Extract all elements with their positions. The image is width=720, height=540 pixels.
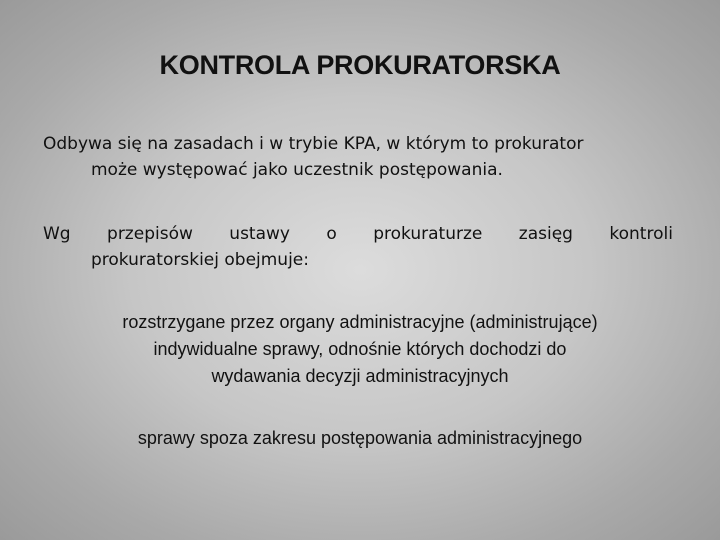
scope-item-outside-procedure: sprawy spoza zakresu postępowania administracyjnego	[137, 428, 583, 448]
scope-word: zasięg	[518, 224, 573, 244]
paragraph-scope-line2: prokuratorskiej obejmuje:	[91, 250, 309, 270]
paragraph-scope	[43, 221, 673, 273]
scope-item-line1: rozstrzygane przez organy administracyjne (administrujące)	[122, 312, 598, 332]
paragraph-kpa-line2: może występować jako uczestnik postępowania.	[91, 160, 503, 180]
paragraph-scope-line1	[43, 221, 673, 247]
slide-title: KONTROLA PROKURATORSKA	[159, 50, 561, 80]
scope-word: prokuraturze	[373, 224, 483, 244]
scope-word: o	[326, 224, 337, 244]
scope-word: przepisów	[107, 224, 193, 244]
scope-item-individual-cases	[0, 309, 720, 390]
paragraph-kpa-line1: Odbywa się na zasadach i w trybie KPA, w którym to prokurator	[43, 134, 584, 154]
scope-item-line3: wydawania decyzji administracyjnych	[211, 366, 509, 386]
scope-item-line2: indywidualne sprawy, odnośnie których dochodzi do	[153, 339, 567, 359]
scope-word: Wg	[43, 224, 71, 244]
scope-word: kontroli	[609, 224, 673, 244]
paragraph-kpa	[43, 131, 683, 183]
scope-word: ustawy	[229, 224, 290, 244]
